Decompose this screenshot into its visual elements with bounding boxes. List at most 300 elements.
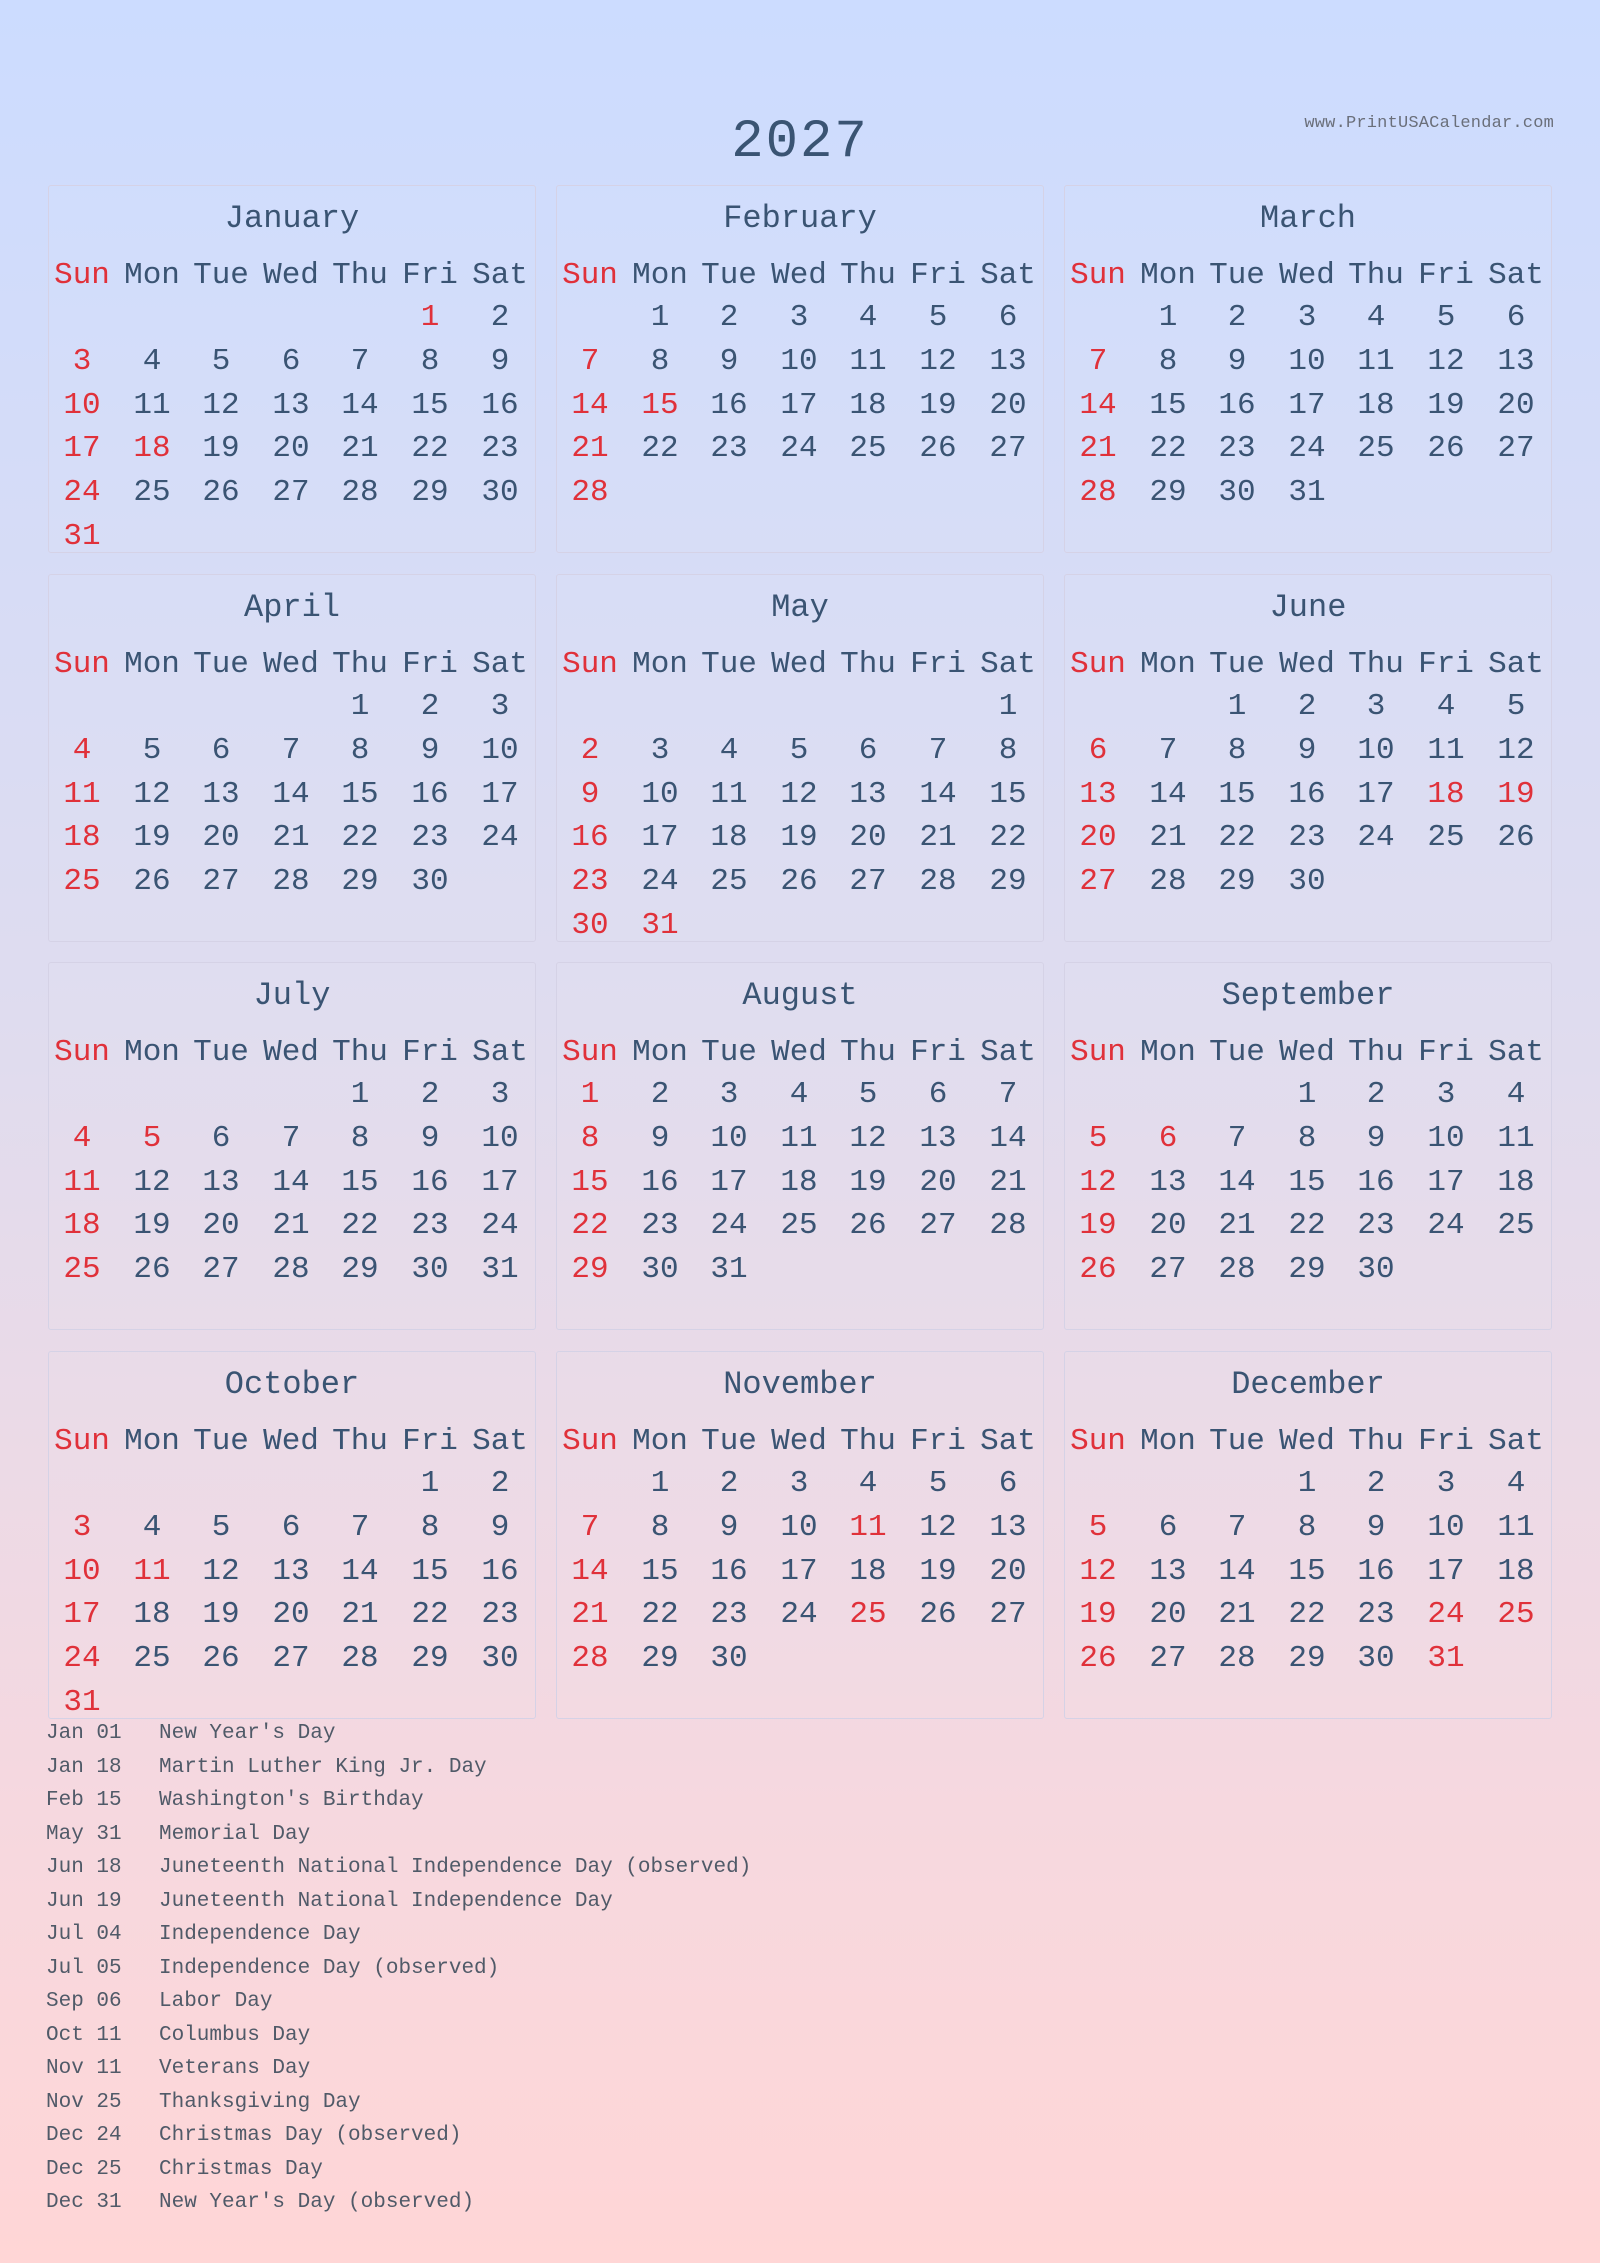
day-cell: 28 bbox=[1079, 475, 1117, 511]
day-cell: 23 bbox=[481, 1597, 519, 1633]
day-cell: 20 bbox=[1149, 1208, 1187, 1244]
day-cell: 2 bbox=[1366, 1077, 1386, 1112]
day-cell: 17 bbox=[1427, 1553, 1465, 1589]
day-cell: 2 bbox=[490, 300, 510, 335]
day-cell: 6 bbox=[211, 1120, 231, 1156]
day-cell: 28 bbox=[919, 864, 957, 900]
day-cell: 10 bbox=[1357, 732, 1395, 768]
holiday-date: Dec 31 bbox=[46, 2191, 122, 2214]
holiday-name: Washington's Birthday bbox=[159, 1789, 424, 1812]
weekday-header: Sat bbox=[980, 647, 1036, 682]
day-cell: 16 bbox=[411, 1164, 449, 1200]
day-cell: 22 bbox=[571, 1208, 609, 1244]
weekday-header: Fri bbox=[1418, 1035, 1474, 1070]
holiday-date: Jul 05 bbox=[46, 1956, 122, 1980]
day-cell: 14 bbox=[1149, 776, 1187, 812]
day-cell: 4 bbox=[858, 300, 878, 335]
day-cell: 6 bbox=[211, 732, 231, 768]
holiday-row bbox=[46, 2158, 751, 2192]
day-cell: 18 bbox=[1357, 387, 1395, 423]
holiday-name: Independence Day bbox=[159, 1923, 361, 1946]
day-cell: 23 bbox=[481, 431, 519, 467]
day-cell: 21 bbox=[989, 1164, 1027, 1200]
day-cell: 15 bbox=[641, 387, 679, 423]
day-cell: 22 bbox=[341, 820, 379, 856]
weekday-header: Wed bbox=[1279, 647, 1335, 682]
day-cell: 9 bbox=[1366, 1120, 1386, 1156]
day-cell: 20 bbox=[1079, 820, 1117, 856]
day-cell: 6 bbox=[281, 343, 301, 379]
holiday-name: Christmas Day (observed) bbox=[159, 2124, 462, 2147]
weekday-header: Sun bbox=[54, 1035, 110, 1070]
day-cell: 12 bbox=[1079, 1164, 1117, 1200]
day-cell: 7 bbox=[580, 1509, 600, 1545]
day-cell: 12 bbox=[1497, 732, 1535, 768]
day-cell: 22 bbox=[1288, 1208, 1326, 1244]
month-november bbox=[556, 1351, 1044, 1719]
day-cell: 6 bbox=[858, 732, 878, 768]
day-cell: 25 bbox=[63, 864, 101, 900]
day-cell: 29 bbox=[571, 1252, 609, 1288]
day-cell: 6 bbox=[998, 1466, 1018, 1501]
day-cell: 3 bbox=[490, 1077, 510, 1112]
day-cell: 16 bbox=[1288, 776, 1326, 812]
holiday-date: Feb 15 bbox=[46, 1789, 122, 1812]
weekday-header: Mon bbox=[124, 1035, 180, 1070]
day-cell: 19 bbox=[1427, 387, 1465, 423]
day-cell: 27 bbox=[272, 1641, 310, 1677]
day-cell: 9 bbox=[719, 343, 739, 379]
day-cell: 1 bbox=[998, 689, 1018, 724]
day-cell: 16 bbox=[571, 820, 609, 856]
day-cell: 19 bbox=[1079, 1597, 1117, 1633]
holiday-date: Jun 19 bbox=[46, 1889, 122, 1913]
day-cell: 2 bbox=[420, 689, 440, 724]
weekday-header: Wed bbox=[771, 258, 827, 293]
day-cell: 9 bbox=[490, 1509, 510, 1545]
weekday-header: Fri bbox=[402, 1035, 458, 1070]
day-cell: 3 bbox=[1366, 689, 1386, 724]
day-cell: 10 bbox=[1288, 343, 1326, 379]
weekday-header: Sat bbox=[980, 258, 1036, 293]
day-cell: 29 bbox=[1288, 1641, 1326, 1677]
day-cell: 1 bbox=[1158, 300, 1178, 335]
day-cell: 24 bbox=[1427, 1208, 1465, 1244]
day-cell: 2 bbox=[719, 300, 739, 335]
day-cell: 16 bbox=[710, 1553, 748, 1589]
month-name: February bbox=[723, 200, 877, 237]
weekday-header: Sat bbox=[472, 647, 528, 682]
day-cell: 1 bbox=[350, 1077, 370, 1112]
month-name: November bbox=[723, 1366, 877, 1403]
holiday-row bbox=[46, 2191, 751, 2225]
holiday-row bbox=[46, 1823, 751, 1857]
day-cell: 23 bbox=[710, 431, 748, 467]
day-cell: 11 bbox=[849, 343, 887, 379]
day-cell: 5 bbox=[789, 732, 809, 768]
weekday-header: Tue bbox=[1209, 1035, 1265, 1070]
day-cell: 30 bbox=[1357, 1252, 1395, 1288]
day-cell: 22 bbox=[641, 431, 679, 467]
day-cell: 17 bbox=[710, 1164, 748, 1200]
day-cell: 22 bbox=[411, 1597, 449, 1633]
website-url: www.PrintUSACalendar.com bbox=[1304, 114, 1554, 133]
day-cell: 20 bbox=[1497, 387, 1535, 423]
day-cell: 18 bbox=[780, 1164, 818, 1200]
weekday-header: Sun bbox=[562, 647, 618, 682]
weekday-header: Sat bbox=[980, 1424, 1036, 1459]
day-cell: 16 bbox=[641, 1164, 679, 1200]
holiday-name: New Year's Day bbox=[159, 1722, 336, 1745]
day-cell: 8 bbox=[1297, 1509, 1317, 1545]
day-cell: 13 bbox=[919, 1120, 957, 1156]
day-cell: 12 bbox=[1427, 343, 1465, 379]
day-cell: 15 bbox=[411, 1553, 449, 1589]
holiday-row bbox=[46, 1789, 751, 1823]
day-cell: 1 bbox=[420, 1466, 440, 1501]
day-cell: 11 bbox=[1427, 732, 1465, 768]
day-cell: 7 bbox=[281, 732, 301, 768]
day-cell: 13 bbox=[1149, 1553, 1187, 1589]
day-cell: 29 bbox=[411, 1641, 449, 1677]
day-cell: 29 bbox=[1218, 864, 1256, 900]
weekday-header: Fri bbox=[402, 1424, 458, 1459]
day-cell: 11 bbox=[1497, 1509, 1535, 1545]
day-cell: 13 bbox=[202, 1164, 240, 1200]
day-cell: 9 bbox=[1366, 1509, 1386, 1545]
day-cell: 2 bbox=[1227, 300, 1247, 335]
day-cell: 28 bbox=[272, 1252, 310, 1288]
month-august bbox=[556, 962, 1044, 1330]
day-cell: 13 bbox=[989, 343, 1027, 379]
weekday-header: Tue bbox=[193, 1424, 249, 1459]
weekday-header: Sun bbox=[1070, 647, 1126, 682]
weekday-header: Wed bbox=[263, 647, 319, 682]
day-cell: 5 bbox=[1436, 300, 1456, 335]
day-cell: 30 bbox=[411, 864, 449, 900]
day-cell: 28 bbox=[341, 1641, 379, 1677]
day-cell: 22 bbox=[341, 1208, 379, 1244]
month-name: May bbox=[771, 589, 829, 626]
day-cell: 1 bbox=[1297, 1077, 1317, 1112]
weekday-header: Thu bbox=[332, 1035, 388, 1070]
day-cell: 21 bbox=[1079, 431, 1117, 467]
day-cell: 13 bbox=[1497, 343, 1535, 379]
day-cell: 7 bbox=[281, 1120, 301, 1156]
day-cell: 28 bbox=[1218, 1252, 1256, 1288]
day-cell: 13 bbox=[849, 776, 887, 812]
day-cell: 10 bbox=[63, 1553, 101, 1589]
weekday-header: Mon bbox=[632, 1424, 688, 1459]
weekday-header: Tue bbox=[701, 258, 757, 293]
day-cell: 14 bbox=[571, 1553, 609, 1589]
day-cell: 23 bbox=[1357, 1597, 1395, 1633]
day-cell: 26 bbox=[1427, 431, 1465, 467]
day-cell: 28 bbox=[1218, 1641, 1256, 1677]
day-cell: 13 bbox=[202, 776, 240, 812]
holiday-row bbox=[46, 1756, 751, 1790]
day-cell: 7 bbox=[350, 1509, 370, 1545]
weekday-header: Tue bbox=[701, 1035, 757, 1070]
day-cell: 13 bbox=[272, 1553, 310, 1589]
day-cell: 1 bbox=[650, 300, 670, 335]
day-cell: 5 bbox=[1506, 689, 1526, 724]
day-cell: 25 bbox=[133, 1641, 171, 1677]
day-cell: 26 bbox=[849, 1208, 887, 1244]
holiday-row bbox=[46, 1856, 751, 1890]
weekday-header: Thu bbox=[332, 647, 388, 682]
day-cell: 10 bbox=[780, 343, 818, 379]
day-cell: 20 bbox=[1149, 1597, 1187, 1633]
day-cell: 6 bbox=[1158, 1120, 1178, 1156]
day-cell: 28 bbox=[341, 475, 379, 511]
holiday-name: Columbus Day bbox=[159, 2023, 311, 2047]
month-name: March bbox=[1259, 200, 1356, 237]
day-cell: 1 bbox=[420, 300, 440, 335]
holiday-date: Nov 25 bbox=[46, 2090, 122, 2114]
day-cell: 19 bbox=[133, 1208, 171, 1244]
day-cell: 27 bbox=[919, 1208, 957, 1244]
holiday-name: Veterans Day bbox=[159, 2057, 311, 2080]
day-cell: 30 bbox=[1357, 1641, 1395, 1677]
day-cell: 23 bbox=[1357, 1208, 1395, 1244]
day-cell: 15 bbox=[571, 1164, 609, 1200]
day-cell: 17 bbox=[780, 387, 818, 423]
weekday-header: Mon bbox=[1140, 1424, 1196, 1459]
day-cell: 19 bbox=[202, 1597, 240, 1633]
day-cell: 4 bbox=[1506, 1077, 1526, 1112]
month-september bbox=[1064, 962, 1552, 1330]
day-cell: 25 bbox=[1357, 431, 1395, 467]
weekday-header: Tue bbox=[701, 1424, 757, 1459]
day-cell: 14 bbox=[272, 1164, 310, 1200]
day-cell: 29 bbox=[341, 864, 379, 900]
weekday-header: Fri bbox=[402, 647, 458, 682]
day-cell: 5 bbox=[142, 732, 162, 768]
weekday-header: Sun bbox=[1070, 1035, 1126, 1070]
weekday-header: Fri bbox=[1418, 1424, 1474, 1459]
day-cell: 29 bbox=[341, 1252, 379, 1288]
day-cell: 10 bbox=[710, 1120, 748, 1156]
weekday-header: Thu bbox=[840, 1035, 896, 1070]
month-may bbox=[556, 574, 1044, 942]
weekday-header: Mon bbox=[1140, 647, 1196, 682]
day-cell: 24 bbox=[63, 1641, 101, 1677]
day-cell: 29 bbox=[641, 1641, 679, 1677]
day-cell: 19 bbox=[780, 820, 818, 856]
day-cell: 24 bbox=[481, 1208, 519, 1244]
day-cell: 20 bbox=[849, 820, 887, 856]
weekday-header: Thu bbox=[1348, 258, 1404, 293]
weekday-header: Thu bbox=[840, 258, 896, 293]
weekday-header: Sat bbox=[472, 1424, 528, 1459]
day-cell: 23 bbox=[1288, 820, 1326, 856]
day-cell: 27 bbox=[202, 1252, 240, 1288]
weekday-header: Mon bbox=[124, 258, 180, 293]
day-cell: 2 bbox=[1297, 689, 1317, 724]
day-cell: 17 bbox=[481, 776, 519, 812]
day-cell: 14 bbox=[571, 387, 609, 423]
day-cell: 18 bbox=[1427, 776, 1465, 812]
day-cell: 6 bbox=[998, 300, 1018, 335]
weekday-header: Tue bbox=[1209, 1424, 1265, 1459]
weekday-header: Tue bbox=[701, 647, 757, 682]
day-cell: 24 bbox=[1357, 820, 1395, 856]
day-cell: 8 bbox=[420, 343, 440, 379]
day-cell: 26 bbox=[133, 1252, 171, 1288]
day-cell: 12 bbox=[202, 387, 240, 423]
day-cell: 10 bbox=[1427, 1120, 1465, 1156]
day-cell: 8 bbox=[650, 1509, 670, 1545]
day-cell: 9 bbox=[719, 1509, 739, 1545]
weekday-header: Mon bbox=[632, 1035, 688, 1070]
day-cell: 18 bbox=[710, 820, 748, 856]
day-cell: 1 bbox=[350, 689, 370, 724]
day-cell: 19 bbox=[202, 431, 240, 467]
day-cell: 24 bbox=[1427, 1597, 1465, 1633]
day-cell: 23 bbox=[411, 1208, 449, 1244]
day-cell: 3 bbox=[72, 1509, 92, 1545]
day-cell: 22 bbox=[641, 1597, 679, 1633]
weekday-header: Fri bbox=[1418, 258, 1474, 293]
day-cell: 11 bbox=[1357, 343, 1395, 379]
month-name: April bbox=[243, 589, 340, 626]
weekday-header: Sun bbox=[54, 1424, 110, 1459]
day-cell: 27 bbox=[1079, 864, 1117, 900]
holiday-row bbox=[46, 1722, 751, 1756]
holiday-date: Jul 04 bbox=[46, 1923, 122, 1946]
day-cell: 28 bbox=[1149, 864, 1187, 900]
month-october bbox=[48, 1351, 536, 1719]
day-cell: 7 bbox=[350, 343, 370, 379]
day-cell: 11 bbox=[133, 1553, 171, 1589]
weekday-header: Fri bbox=[1418, 647, 1474, 682]
day-cell: 1 bbox=[650, 1466, 670, 1501]
day-cell: 25 bbox=[1497, 1208, 1535, 1244]
day-cell: 18 bbox=[133, 431, 171, 467]
day-cell: 4 bbox=[1366, 300, 1386, 335]
day-cell: 27 bbox=[989, 431, 1027, 467]
day-cell: 21 bbox=[919, 820, 957, 856]
day-cell: 3 bbox=[1436, 1077, 1456, 1112]
day-cell: 27 bbox=[1149, 1641, 1187, 1677]
day-cell: 27 bbox=[202, 864, 240, 900]
day-cell: 3 bbox=[650, 732, 670, 768]
day-cell: 8 bbox=[650, 343, 670, 379]
day-cell: 15 bbox=[1288, 1164, 1326, 1200]
day-cell: 18 bbox=[133, 1597, 171, 1633]
holiday-row bbox=[46, 1957, 751, 1991]
holiday-date: Jun 18 bbox=[46, 1856, 122, 1879]
day-cell: 19 bbox=[133, 820, 171, 856]
weekday-header: Sun bbox=[54, 647, 110, 682]
day-cell: 5 bbox=[928, 1466, 948, 1501]
weekday-header: Mon bbox=[1140, 258, 1196, 293]
day-cell: 16 bbox=[1357, 1164, 1395, 1200]
weekday-header: Wed bbox=[1279, 1424, 1335, 1459]
day-cell: 6 bbox=[281, 1509, 301, 1545]
day-cell: 6 bbox=[1088, 732, 1108, 768]
weekday-header: Fri bbox=[910, 647, 966, 682]
weekday-header: Sat bbox=[472, 1035, 528, 1070]
day-cell: 4 bbox=[789, 1077, 809, 1112]
day-cell: 14 bbox=[1079, 387, 1117, 423]
day-cell: 22 bbox=[989, 820, 1027, 856]
weekday-header: Tue bbox=[193, 1035, 249, 1070]
day-cell: 10 bbox=[780, 1509, 818, 1545]
day-cell: 15 bbox=[989, 776, 1027, 812]
day-cell: 27 bbox=[849, 864, 887, 900]
day-cell: 19 bbox=[1497, 776, 1535, 812]
day-cell: 31 bbox=[481, 1252, 519, 1288]
month-name: August bbox=[742, 977, 858, 1014]
day-cell: 9 bbox=[1297, 732, 1317, 768]
holiday-date: Nov 11 bbox=[46, 2057, 122, 2080]
day-cell: 26 bbox=[133, 864, 171, 900]
day-cell: 24 bbox=[710, 1208, 748, 1244]
day-cell: 4 bbox=[1506, 1466, 1526, 1501]
day-cell: 3 bbox=[789, 300, 809, 335]
day-cell: 25 bbox=[849, 1597, 887, 1633]
holiday-name: Thanksgiving Day bbox=[159, 2090, 361, 2114]
holiday-date: Dec 24 bbox=[46, 2124, 122, 2147]
month-january bbox=[48, 185, 536, 553]
day-cell: 17 bbox=[1288, 387, 1326, 423]
day-cell: 21 bbox=[1218, 1597, 1256, 1633]
day-cell: 15 bbox=[1218, 776, 1256, 812]
day-cell: 7 bbox=[580, 343, 600, 379]
holiday-name: Independence Day (observed) bbox=[159, 1956, 500, 1980]
day-cell: 10 bbox=[481, 732, 519, 768]
day-cell: 11 bbox=[780, 1120, 818, 1156]
weekday-header: Sat bbox=[1488, 647, 1544, 682]
day-cell: 3 bbox=[789, 1466, 809, 1501]
day-cell: 24 bbox=[1288, 431, 1326, 467]
day-cell: 20 bbox=[202, 1208, 240, 1244]
day-cell: 28 bbox=[571, 1641, 609, 1677]
day-cell: 6 bbox=[1158, 1509, 1178, 1545]
day-cell: 15 bbox=[411, 387, 449, 423]
day-cell: 4 bbox=[72, 1120, 92, 1156]
weekday-header: Sat bbox=[1488, 1035, 1544, 1070]
day-cell: 30 bbox=[571, 908, 609, 943]
day-cell: 7 bbox=[1158, 732, 1178, 768]
day-cell: 21 bbox=[1149, 820, 1187, 856]
day-cell: 10 bbox=[1427, 1509, 1465, 1545]
day-cell: 18 bbox=[849, 387, 887, 423]
day-cell: 25 bbox=[133, 475, 171, 511]
weekday-header: Wed bbox=[1279, 258, 1335, 293]
month-name: January bbox=[224, 200, 360, 237]
weekday-header: Sun bbox=[562, 1424, 618, 1459]
day-cell: 12 bbox=[133, 776, 171, 812]
weekday-header: Sun bbox=[1070, 258, 1126, 293]
day-cell: 11 bbox=[710, 776, 748, 812]
day-cell: 8 bbox=[420, 1509, 440, 1545]
day-cell: 20 bbox=[202, 820, 240, 856]
day-cell: 28 bbox=[272, 864, 310, 900]
day-cell: 30 bbox=[481, 1641, 519, 1677]
month-name: July bbox=[253, 977, 331, 1014]
day-cell: 12 bbox=[202, 1553, 240, 1589]
day-cell: 30 bbox=[1288, 864, 1326, 900]
day-cell: 7 bbox=[1227, 1120, 1247, 1156]
day-cell: 30 bbox=[1218, 475, 1256, 511]
month-name: June bbox=[1269, 589, 1347, 626]
day-cell: 23 bbox=[571, 864, 609, 900]
day-cell: 3 bbox=[72, 343, 92, 379]
weekday-header: Fri bbox=[910, 258, 966, 293]
